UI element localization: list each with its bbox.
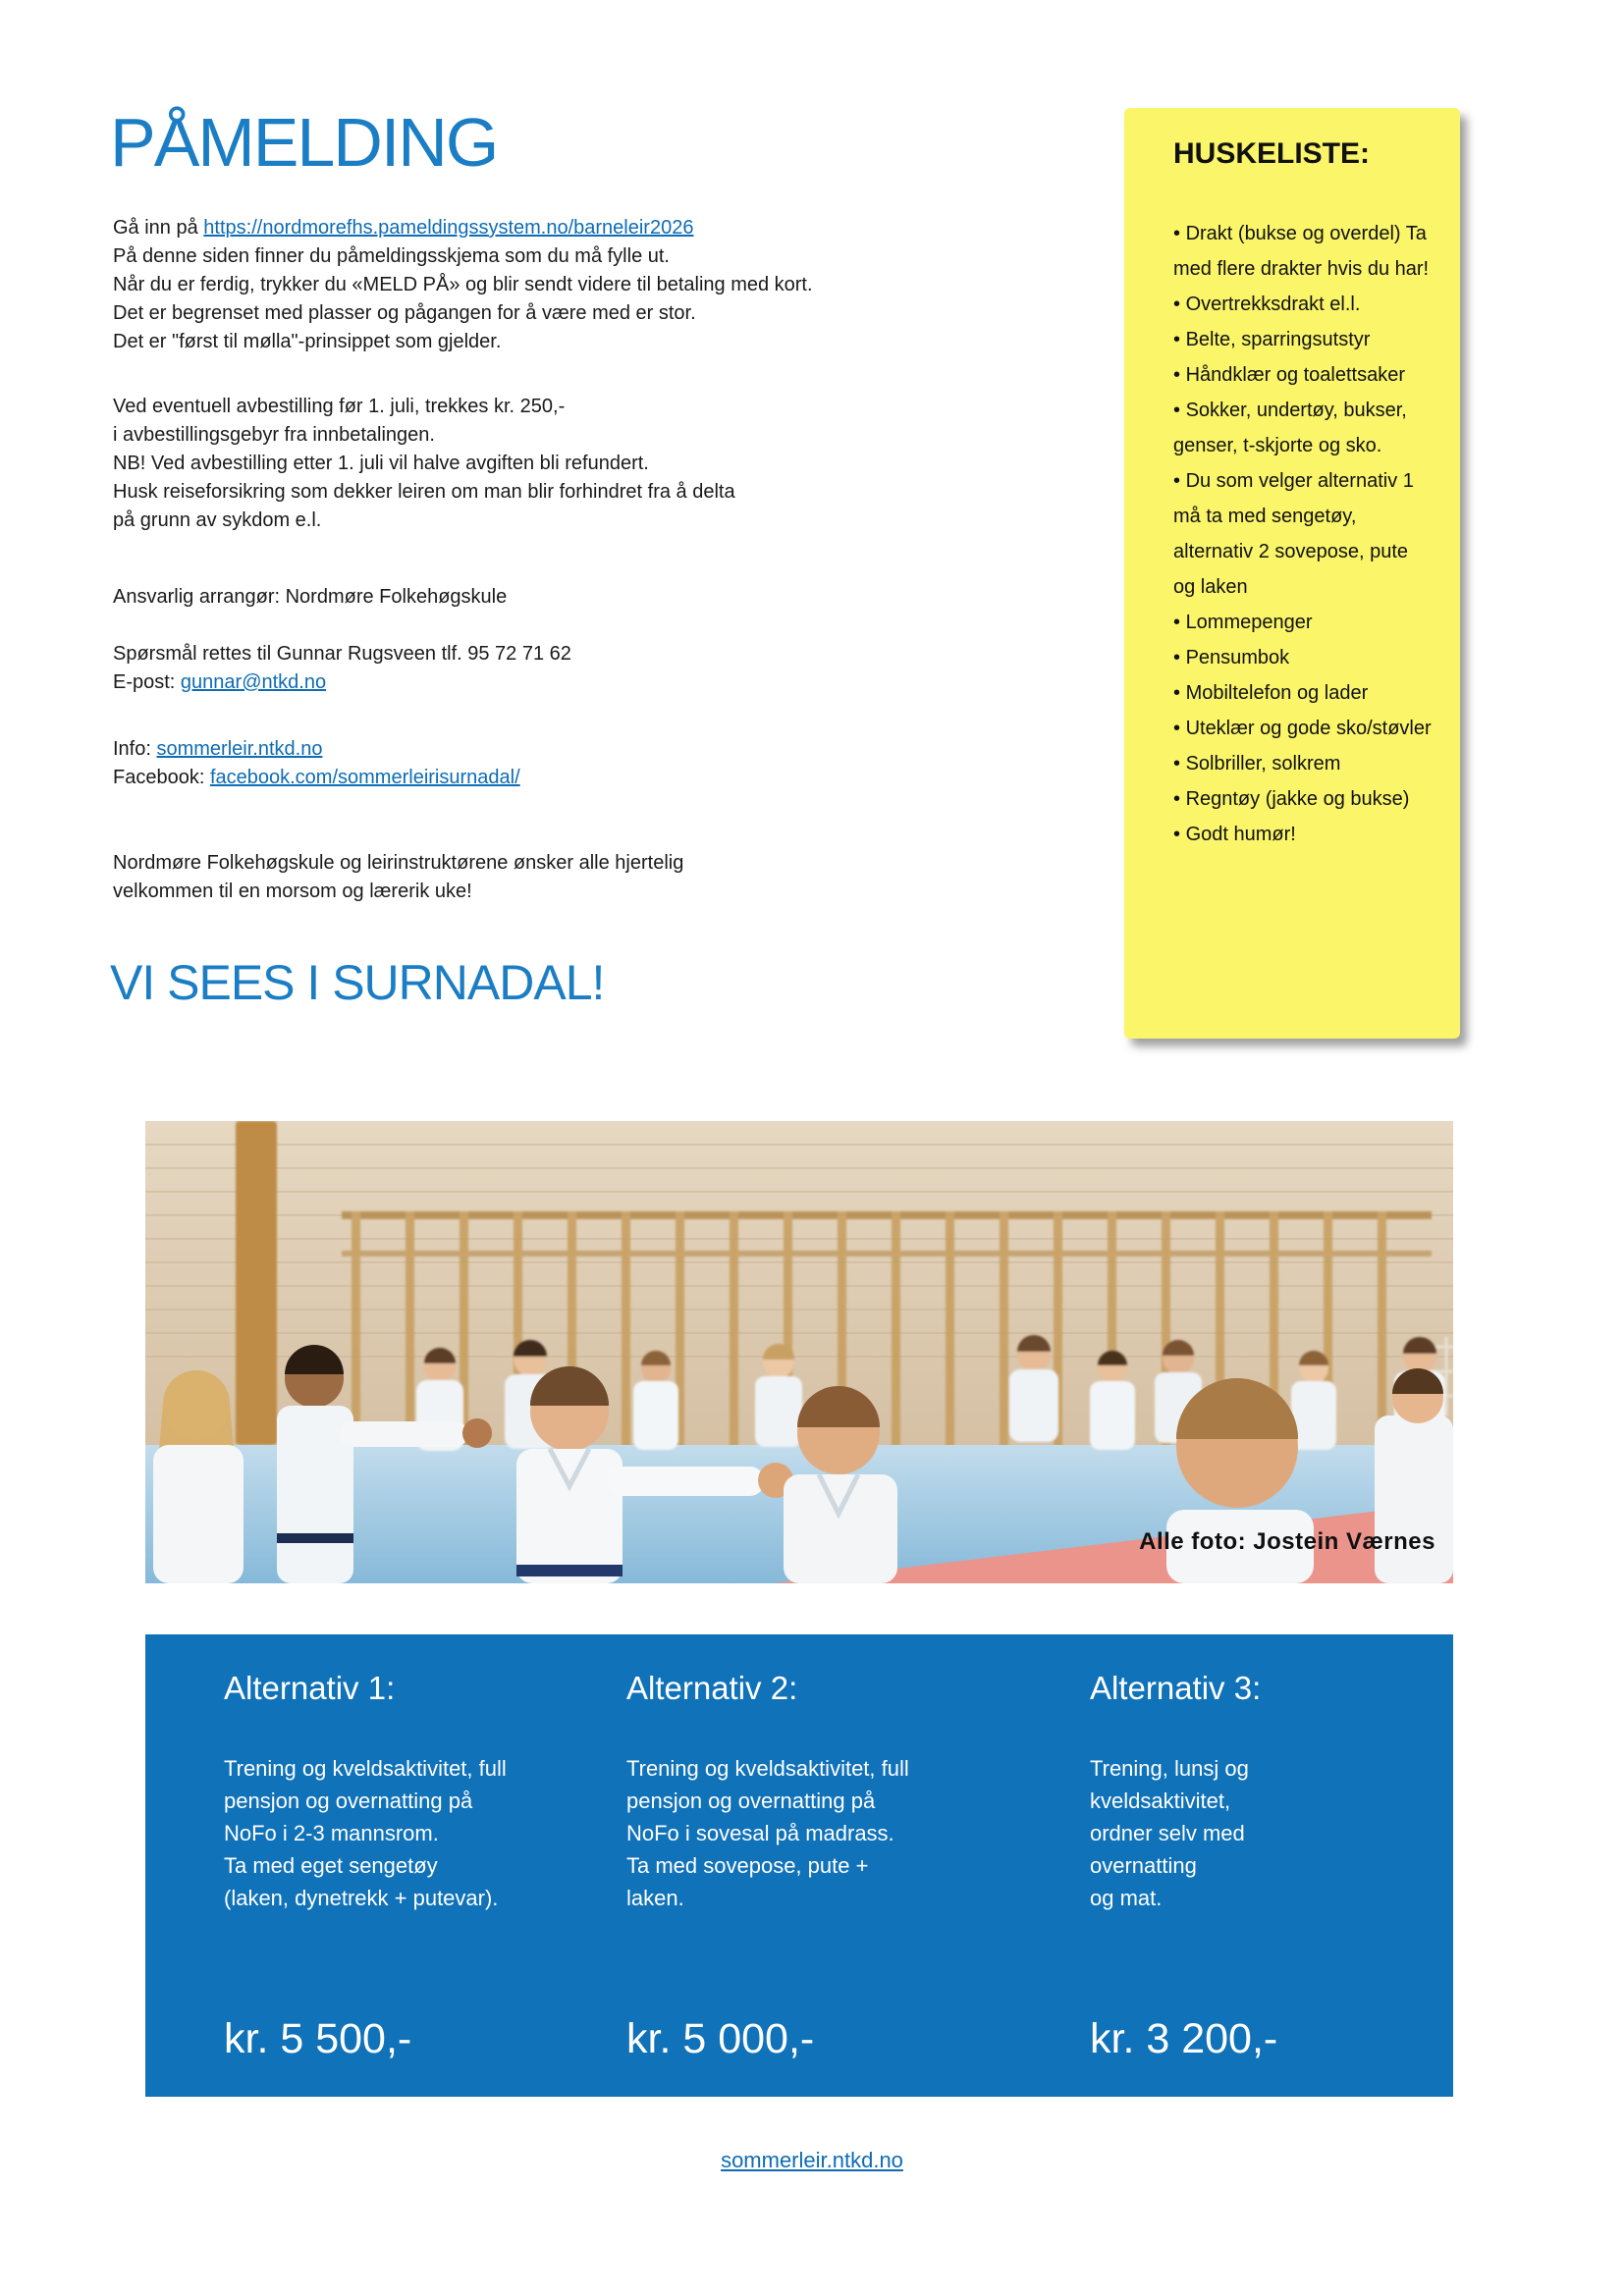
alternative-1-title: Alternativ 1: [224,1670,396,1706]
footer-link[interactable]: sommerleir.ntkd.no [721,2148,903,2172]
checklist-item: • Sokker, undertøy, bukser, genser, t-skjorte og sko. [1173,393,1435,463]
alt-line: overnatting [1090,1853,1197,1878]
checklist-item: • Drakt (bukse og overdel) Ta med flere drakter hvis du har! [1173,216,1435,287]
facebook-label: Facebook: [113,767,210,788]
alt-line: (laken, dynetrekk + putevar). [224,1886,499,1910]
info-paragraph [113,735,520,792]
alt-line: Trening, lunsj og [1090,1756,1249,1781]
checklist-item: • Pensumbok [1173,640,1435,675]
alternative-2-title: Alternativ 2: [626,1670,798,1706]
checklist-title: HUSKELISTE: [1173,137,1371,170]
checklist-item: • Uteklær og gode sko/støvler [1173,711,1435,746]
page-title: PÅMELDING [110,103,498,181]
cancellation-paragraph [113,393,735,535]
checklist-item: • Regntøy (jakke og bukse) [1173,781,1435,817]
checklist-box [1124,108,1460,1039]
alternatives-band [145,1634,1453,2097]
alt-line: Trening og kveldsaktivitet, full [626,1756,909,1781]
info-label: Info: [113,738,157,760]
cancellation-line: Husk reiseforsikring som dekker leiren om man blir forhindret fra å delta [113,481,735,503]
alternative-1-description [224,1752,607,1914]
closing-heading: VI SEES I SURNADAL! [110,954,605,1010]
alternative-3-price: kr. 3 200,- [1090,2015,1278,2062]
cancellation-line: på grunn av sykdom e.l. [113,509,322,531]
footer [0,2148,1624,2173]
alternative-1-price: kr. 5 500,- [224,2015,412,2062]
cancellation-line: NB! Ved avbestilling etter 1. juli vil halve avgiften bli refundert. [113,453,649,474]
alt-line: pensjon og overnatting på [224,1789,473,1813]
alternative-2-description [626,1752,1009,1914]
alt-line: Ta med eget sengetøy [224,1853,438,1878]
registration-link[interactable]: https://nordmorefhs.pameldingssystem.no/barneleir2026 [203,217,694,239]
intro-line [113,214,813,242]
alternative-3-description [1090,1752,1414,1914]
contact-paragraph [113,640,571,697]
checklist-item: • Mobiltelefon og lader [1173,675,1435,711]
checklist [1173,216,1435,852]
alternative-2-price: kr. 5 000,- [626,2015,815,2062]
contact-line: Spørsmål rettes til Gunnar Rugsveen tlf. 95 72 71 62 [113,643,571,665]
email-line [113,668,571,697]
checklist-item: • Håndklær og toalettsaker [1173,357,1435,393]
checklist-item: • Overtrekksdrakt el.l. [1173,287,1435,322]
checklist-item: • Belte, sparringsutstyr [1173,322,1435,357]
alt-line: pensjon og overnatting på [626,1789,876,1813]
alternative-3 [1090,1670,1414,2062]
facebook-line [113,764,520,792]
checklist-item: • Du som velger alternativ 1 må ta med sengetøy, alternativ 2 sovepose, pute og laken [1173,463,1435,605]
info-line [113,735,520,764]
intro-line: På denne siden finner du påmeldingsskjema som du må fylle ut. [113,245,670,267]
intro-paragraph [113,214,813,356]
photo-caption: Alle foto: Jostein Værnes [1139,1528,1435,1555]
alt-line: og mat. [1090,1886,1163,1910]
email-link[interactable]: gunnar@ntkd.no [180,671,327,693]
alternative-1 [224,1670,607,2062]
welcome-paragraph [113,849,683,906]
alternative-2 [626,1670,1009,2062]
cancellation-line: Ved eventuell avbestilling før 1. juli, trekkes kr. 250,- [113,396,566,417]
alternative-3-title: Alternativ 3: [1090,1670,1262,1706]
info-link[interactable]: sommerleir.ntkd.no [156,738,323,760]
welcome-line: Nordmøre Folkehøgskule og leirinstruktørene ønsker alle hjertelig [113,852,684,874]
intro-prefix: Gå inn på [113,217,204,239]
cancellation-line: i avbestillingsgebyr fra innbetalingen. [113,424,435,446]
alt-line: kveldsaktivitet, [1090,1789,1231,1813]
alt-line: Trening og kveldsaktivitet, full [224,1756,507,1781]
camp-photo [145,1121,1453,1583]
intro-line: Det er begrenset med plasser og pågangen for å være med er stor. [113,302,696,324]
welcome-line: velkommen til en morsom og lærerik uke! [113,881,472,902]
email-label: E-post: [113,671,181,693]
intro-line: Når du er ferdig, trykker du «MELD PÅ» og blir sendt videre til betaling med kort. [113,274,813,295]
alt-line: Ta med sovepose, pute + [626,1853,869,1878]
alt-line: NoFo i sovesal på madrass. [626,1821,894,1845]
facebook-link[interactable]: facebook.com/sommerleirisurnadal/ [209,767,520,788]
checklist-item: • Solbriller, solkrem [1173,746,1435,781]
alt-line: laken. [626,1886,684,1910]
alt-line: NoFo i 2-3 mannsrom. [224,1821,439,1845]
intro-line: Det er "først til mølla"-prinsippet som gjelder. [113,331,502,352]
checklist-item: • Godt humør! [1173,817,1435,852]
organizer-line: Ansvarlig arrangør: Nordmøre Folkehøgskule [113,586,508,608]
checklist-item: • Lommepenger [1173,605,1435,640]
alt-line: ordner selv med [1090,1821,1245,1845]
camp-photo-graphic [145,1121,1453,1583]
